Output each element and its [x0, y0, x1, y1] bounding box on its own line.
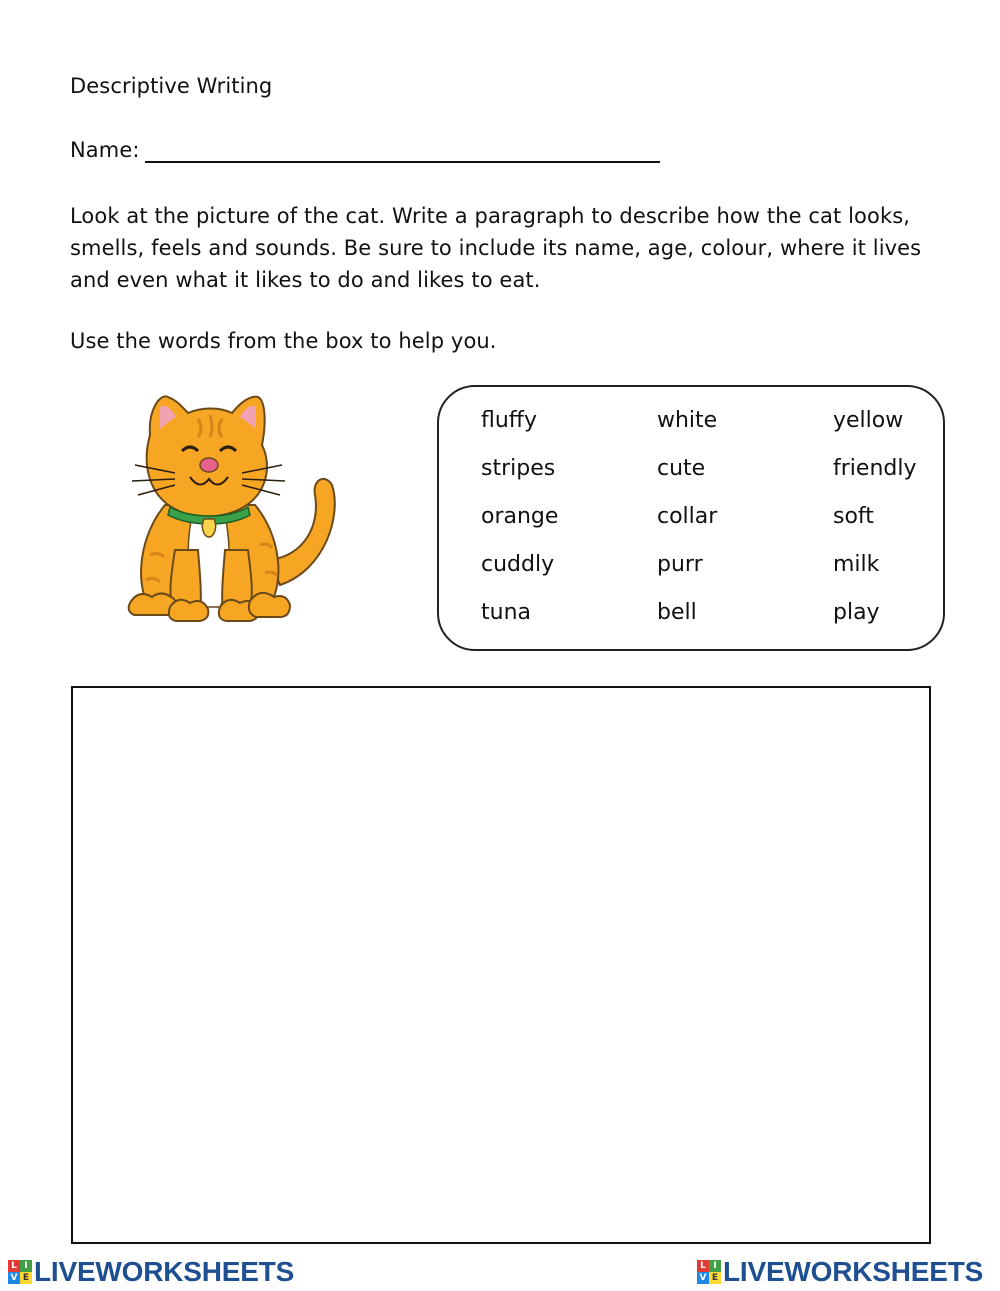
word-bank-item: cute	[657, 456, 706, 481]
instructions: Look at the picture of the cat. Write a paragraph to describe how the cat looks, smells, feels and sounds. Be sure to include its name, age, colour, where it lives and even what it likes to do and likes to eat.	[70, 204, 922, 292]
logo-letter: L	[697, 1260, 709, 1272]
word-bank-item: bell	[657, 600, 697, 625]
word-bank-item: cuddly	[481, 552, 555, 577]
name-label: Name:	[70, 138, 140, 162]
word-bank-item: purr	[657, 552, 703, 577]
liveworksheets-logo-icon	[697, 1260, 721, 1284]
word-bank-item: friendly	[833, 456, 917, 481]
logo-letter: L	[8, 1260, 20, 1272]
logo-letter: E	[709, 1272, 721, 1284]
word-bank-item: collar	[657, 504, 718, 529]
cat-icon	[120, 385, 340, 625]
word-bank-item: play	[833, 600, 880, 625]
word-bank-item: yellow	[833, 408, 904, 433]
brand-name: LIVEWORKSHEETS	[34, 1256, 295, 1287]
logo-letter: I	[709, 1260, 721, 1272]
name-input-line[interactable]	[145, 161, 660, 163]
word-bank-item: milk	[833, 552, 880, 577]
word-bank-item: soft	[833, 504, 874, 529]
liveworksheets-logo-icon	[8, 1260, 32, 1284]
help-text: Use the words from the box to help you.	[70, 329, 497, 353]
logo-letter: V	[697, 1272, 709, 1284]
word-bank-item: fluffy	[481, 408, 537, 433]
word-bank-item: white	[657, 408, 718, 433]
writing-area[interactable]	[71, 686, 931, 1244]
word-bank-item: tuna	[481, 600, 531, 625]
logo-letter: E	[20, 1272, 32, 1284]
worksheet-title: Descriptive Writing	[70, 74, 273, 98]
liveworksheets-brand-left	[8, 1256, 294, 1288]
liveworksheets-brand-right	[697, 1256, 983, 1288]
cat-illustration	[120, 385, 340, 625]
word-bank-item: orange	[481, 504, 559, 529]
logo-letter: I	[20, 1260, 32, 1272]
word-bank-item: stripes	[481, 456, 556, 481]
brand-name: LIVEWORKSHEETS	[723, 1256, 984, 1287]
logo-letter: V	[8, 1272, 20, 1284]
